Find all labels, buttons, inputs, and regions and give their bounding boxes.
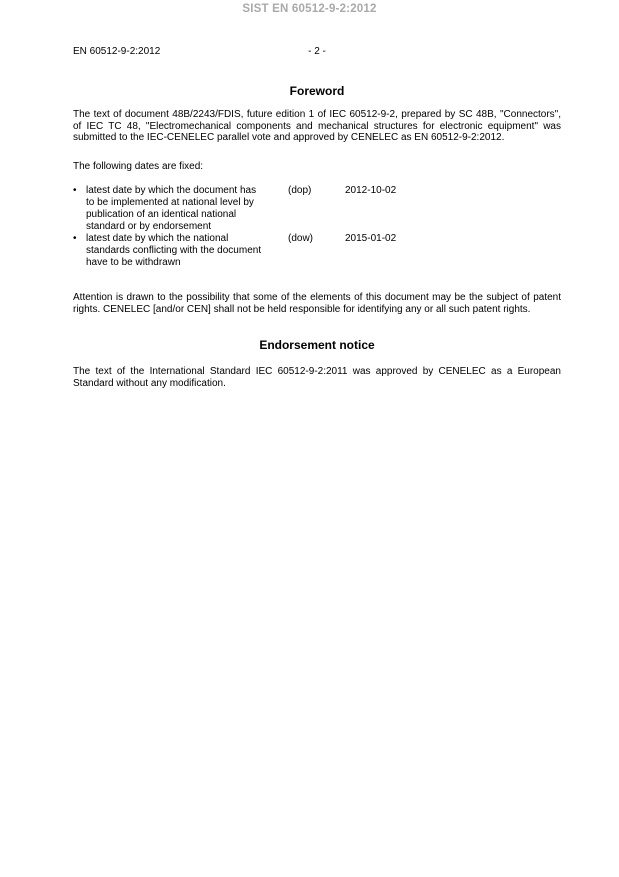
date-item-text: latest date by which the document has to be implemented at national level by publication of an identical national standard or by endorsement bbox=[86, 185, 257, 232]
dates-intro: The following dates are fixed: bbox=[73, 160, 204, 172]
endorsement-notice-title: Endorsement notice bbox=[259, 338, 375, 352]
page-content bbox=[73, 84, 561, 389]
bullet-icon: • bbox=[73, 233, 77, 244]
page-header bbox=[73, 46, 561, 58]
date-item-text: latest date by which the national standards conflicting with the document have to be withdrawn bbox=[86, 233, 262, 268]
endorsement-paragraph: The text of the International Standard IEC 60512-9-2:2011 was approved by CENELEC as a European Standard without any modification. bbox=[73, 366, 561, 389]
document-page bbox=[0, 3, 619, 877]
date-item-value: 2015-01-02 bbox=[345, 233, 397, 244]
patent-rights-paragraph: Attention is drawn to the possibility that some of the elements of this document may be the subject of patent rights. CENELEC [and/or CEN] shall not be held responsible for identifying any or all such patent rights. bbox=[73, 292, 561, 315]
list-item bbox=[73, 233, 561, 269]
bullet-icon: • bbox=[73, 185, 77, 196]
list-item bbox=[73, 185, 561, 233]
foreword-paragraph: The text of document 48B/2243/FDIS, future edition 1 of IEC 60512-9-2, prepared by SC 48B, "Connectors", of IEC TC 48, "Electromechanical components and mechanical structures for electronic equipment" was submitted to the IEC-CENELEC parallel vote and approved by CENELEC as EN 60512-9-2:2012. bbox=[73, 109, 561, 143]
watermark-header: SIST EN 60512-9-2:2012 bbox=[242, 3, 377, 15]
dates-list bbox=[73, 185, 561, 269]
date-item-code: (dow) bbox=[288, 233, 314, 244]
document-reference: EN 60512-9-2:2012 bbox=[73, 46, 161, 57]
date-item-code: (dop) bbox=[288, 185, 312, 196]
page-number: - 2 - bbox=[308, 46, 326, 57]
foreword-title: Foreword bbox=[289, 84, 345, 98]
date-item-value: 2012-10-02 bbox=[345, 185, 397, 196]
